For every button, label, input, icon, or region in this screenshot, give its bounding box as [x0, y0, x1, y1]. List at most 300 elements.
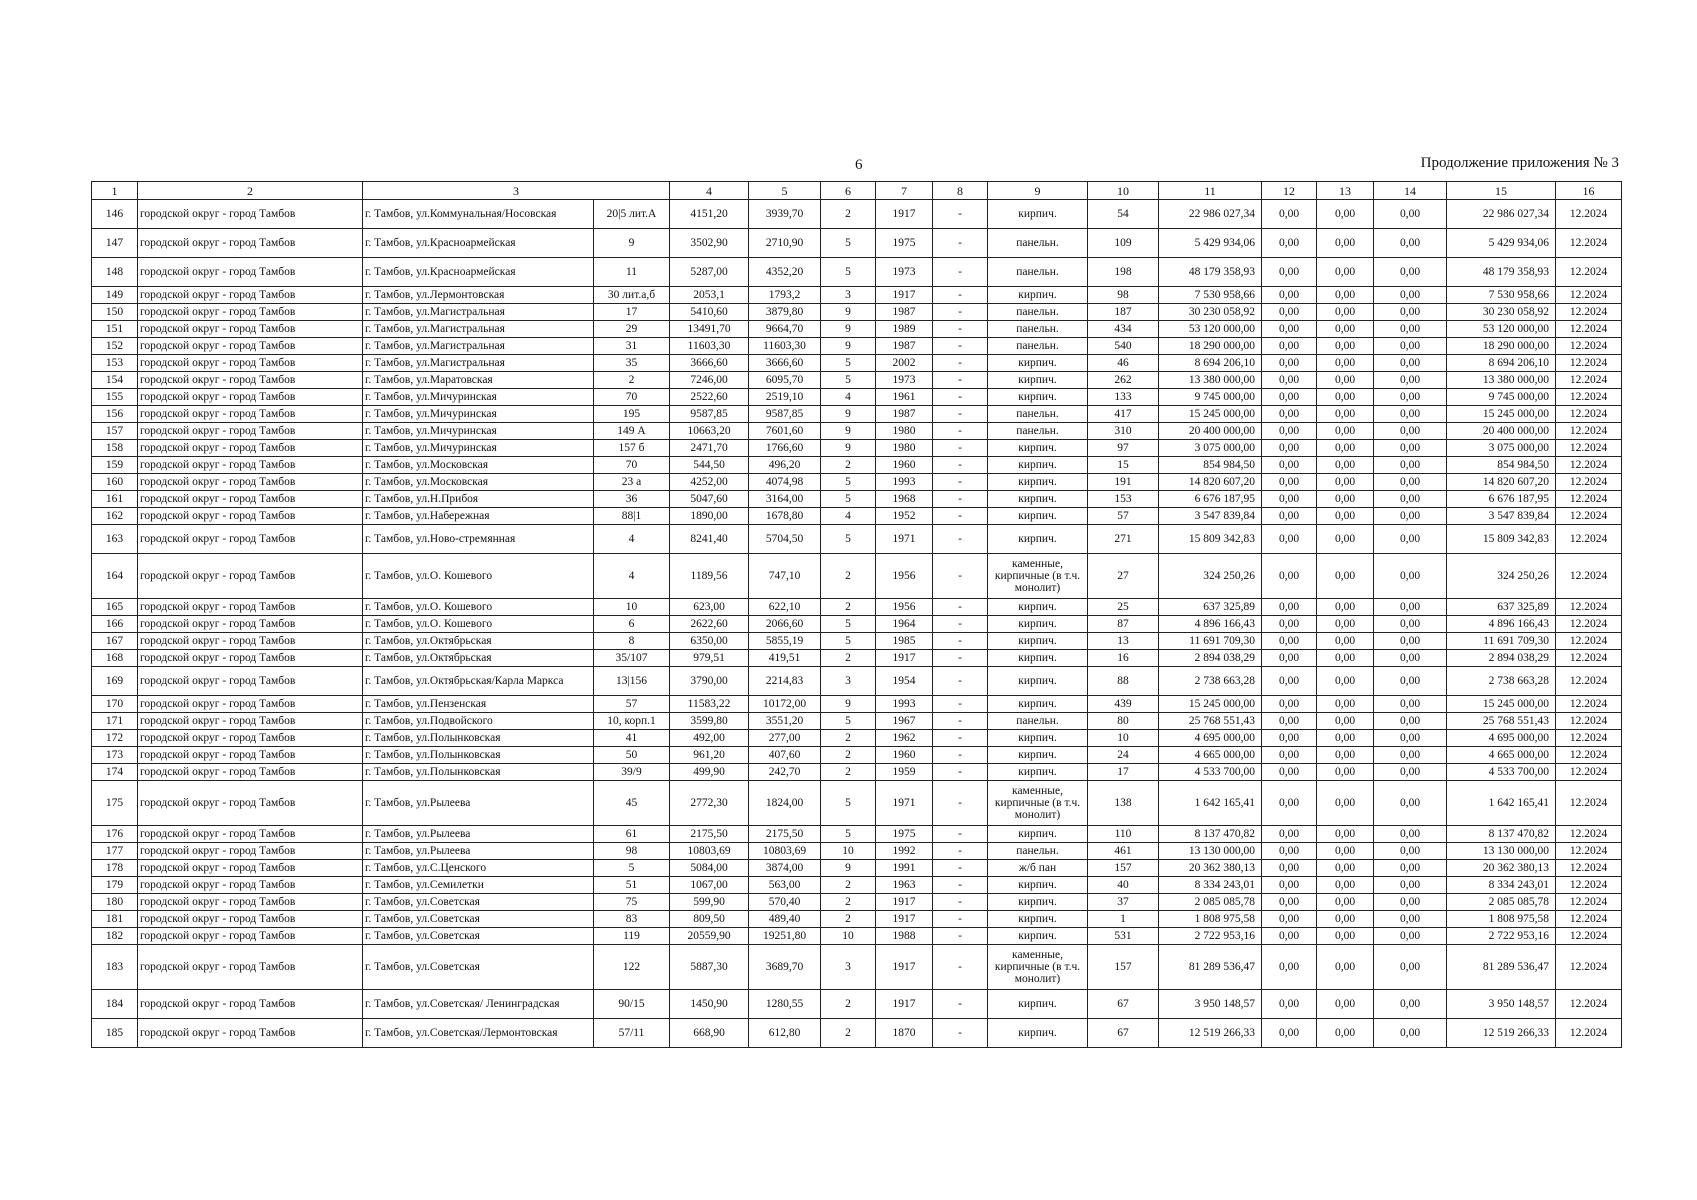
living-area-cell: 11603,30	[749, 338, 821, 355]
cost-federal-cell: 0,00	[1262, 304, 1317, 321]
page-number: 6	[855, 157, 863, 173]
living-area-cell: 1824,00	[749, 781, 821, 826]
row-number-cell: 162	[92, 508, 138, 525]
cost-regional-cell: 0,00	[1317, 474, 1374, 491]
total-area-cell: 5047,60	[670, 491, 749, 508]
cost-federal-cell: 0,00	[1262, 1019, 1317, 1048]
cost-federal-cell: 0,00	[1262, 525, 1317, 554]
wall-material-cell: кирпич.	[988, 667, 1088, 696]
house-number-cell: 70	[594, 389, 670, 406]
municipality-cell: городской округ - город Тамбов	[138, 616, 363, 633]
living-area-cell: 3666,60	[749, 355, 821, 372]
floors-cell: 9	[821, 696, 876, 713]
cost-local-cell: 0,00	[1374, 650, 1447, 667]
cost-total-cell: 15 245 000,00	[1159, 696, 1262, 713]
total-area-cell: 4151,20	[670, 200, 749, 229]
table-row	[92, 781, 1622, 826]
year-overhaul-cell: -	[933, 633, 988, 650]
row-number-cell: 173	[92, 747, 138, 764]
floors-cell: 9	[821, 304, 876, 321]
municipality-cell: городской округ - город Тамбов	[138, 911, 363, 928]
total-area-cell: 3666,60	[670, 355, 749, 372]
year-built-cell: 1992	[876, 843, 933, 860]
total-area-cell: 2053,1	[670, 287, 749, 304]
year-overhaul-cell: -	[933, 747, 988, 764]
column-header: 1	[92, 182, 138, 200]
total-area-cell: 7246,00	[670, 372, 749, 389]
address-cell: г. Тамбов, ул.Советская	[363, 928, 594, 945]
cost-local-cell: 0,00	[1374, 945, 1447, 990]
cost-local-cell: 0,00	[1374, 372, 1447, 389]
table-row	[92, 554, 1622, 599]
residents-cell: 310	[1088, 423, 1159, 440]
year-built-cell: 1917	[876, 650, 933, 667]
floors-cell: 2	[821, 747, 876, 764]
column-header: 12	[1262, 182, 1317, 200]
year-overhaul-cell: -	[933, 287, 988, 304]
residents-cell: 98	[1088, 287, 1159, 304]
living-area-cell: 747,10	[749, 554, 821, 599]
total-area-cell: 10803,69	[670, 843, 749, 860]
completion-date-cell: 12.2024	[1556, 200, 1622, 229]
year-built-cell: 1987	[876, 406, 933, 423]
floors-cell: 10	[821, 928, 876, 945]
living-area-cell: 2519,10	[749, 389, 821, 406]
row-number-cell: 148	[92, 258, 138, 287]
cost-federal-cell: 0,00	[1262, 843, 1317, 860]
cost-owners-cell: 3 075 000,00	[1447, 440, 1556, 457]
cost-total-cell: 8 334 243,01	[1159, 877, 1262, 894]
municipality-cell: городской округ - город Тамбов	[138, 229, 363, 258]
residents-cell: 67	[1088, 990, 1159, 1019]
floors-cell: 9	[821, 321, 876, 338]
cost-local-cell: 0,00	[1374, 599, 1447, 616]
row-number-cell: 167	[92, 633, 138, 650]
total-area-cell: 2175,50	[670, 826, 749, 843]
cost-federal-cell: 0,00	[1262, 730, 1317, 747]
living-area-cell: 3939,70	[749, 200, 821, 229]
cost-federal-cell: 0,00	[1262, 258, 1317, 287]
year-overhaul-cell: -	[933, 826, 988, 843]
year-overhaul-cell: -	[933, 554, 988, 599]
table-row	[92, 843, 1622, 860]
municipality-cell: городской округ - город Тамбов	[138, 287, 363, 304]
floors-cell: 2	[821, 877, 876, 894]
address-cell: г. Тамбов, ул.Мичуринская	[363, 406, 594, 423]
address-cell: г. Тамбов, ул.Московская	[363, 474, 594, 491]
column-header: 6	[821, 182, 876, 200]
total-area-cell: 1450,90	[670, 990, 749, 1019]
cost-owners-cell: 324 250,26	[1447, 554, 1556, 599]
completion-date-cell: 12.2024	[1556, 860, 1622, 877]
residents-cell: 87	[1088, 616, 1159, 633]
cost-local-cell: 0,00	[1374, 338, 1447, 355]
year-built-cell: 1975	[876, 826, 933, 843]
year-built-cell: 1985	[876, 633, 933, 650]
year-overhaul-cell: -	[933, 491, 988, 508]
year-built-cell: 1973	[876, 372, 933, 389]
municipality-cell: городской округ - город Тамбов	[138, 894, 363, 911]
cost-local-cell: 0,00	[1374, 491, 1447, 508]
table-row	[92, 667, 1622, 696]
address-cell: г. Тамбов, ул.Подвойского	[363, 713, 594, 730]
living-area-cell: 5855,19	[749, 633, 821, 650]
total-area-cell: 10663,20	[670, 423, 749, 440]
cost-owners-cell: 18 290 000,00	[1447, 338, 1556, 355]
page-heading: Продолжение приложения № 3	[1420, 155, 1619, 171]
total-area-cell: 20559,90	[670, 928, 749, 945]
cost-federal-cell: 0,00	[1262, 667, 1317, 696]
living-area-cell: 3874,00	[749, 860, 821, 877]
table-row	[92, 423, 1622, 440]
wall-material-cell: кирпич.	[988, 474, 1088, 491]
cost-total-cell: 8 694 206,10	[1159, 355, 1262, 372]
floors-cell: 5	[821, 616, 876, 633]
wall-material-cell: кирпич.	[988, 508, 1088, 525]
cost-owners-cell: 5 429 934,06	[1447, 229, 1556, 258]
residents-cell: 187	[1088, 304, 1159, 321]
row-number-cell: 149	[92, 287, 138, 304]
municipality-cell: городской округ - город Тамбов	[138, 696, 363, 713]
cost-total-cell: 20 400 000,00	[1159, 423, 1262, 440]
living-area-cell: 242,70	[749, 764, 821, 781]
column-header: 9	[988, 182, 1088, 200]
residents-cell: 16	[1088, 650, 1159, 667]
wall-material-cell: кирпич.	[988, 650, 1088, 667]
wall-material-cell: кирпич.	[988, 599, 1088, 616]
row-number-cell: 146	[92, 200, 138, 229]
municipality-cell: городской округ - город Тамбов	[138, 440, 363, 457]
cost-total-cell: 4 665 000,00	[1159, 747, 1262, 764]
completion-date-cell: 12.2024	[1556, 713, 1622, 730]
municipality-cell: городской округ - город Тамбов	[138, 258, 363, 287]
living-area-cell: 4352,20	[749, 258, 821, 287]
cost-local-cell: 0,00	[1374, 440, 1447, 457]
cost-owners-cell: 12 519 266,33	[1447, 1019, 1556, 1048]
cost-owners-cell: 9 745 000,00	[1447, 389, 1556, 406]
cost-local-cell: 0,00	[1374, 633, 1447, 650]
total-area-cell: 2471,70	[670, 440, 749, 457]
completion-date-cell: 12.2024	[1556, 508, 1622, 525]
living-area-cell: 6095,70	[749, 372, 821, 389]
cost-owners-cell: 4 665 000,00	[1447, 747, 1556, 764]
wall-material-cell: кирпич.	[988, 355, 1088, 372]
row-number-cell: 164	[92, 554, 138, 599]
row-number-cell: 151	[92, 321, 138, 338]
house-number-cell: 13|156	[594, 667, 670, 696]
municipality-cell: городской округ - город Тамбов	[138, 781, 363, 826]
living-area-cell: 4074,98	[749, 474, 821, 491]
wall-material-cell: панельн.	[988, 321, 1088, 338]
year-built-cell: 1988	[876, 928, 933, 945]
year-overhaul-cell: -	[933, 781, 988, 826]
total-area-cell: 2622,60	[670, 616, 749, 633]
cost-local-cell: 0,00	[1374, 764, 1447, 781]
residents-cell: 13	[1088, 633, 1159, 650]
living-area-cell: 19251,80	[749, 928, 821, 945]
floors-cell: 9	[821, 423, 876, 440]
residents-cell: 37	[1088, 894, 1159, 911]
table-row	[92, 406, 1622, 423]
address-cell: г. Тамбов, ул.Магистральная	[363, 355, 594, 372]
year-built-cell: 1917	[876, 911, 933, 928]
cost-local-cell: 0,00	[1374, 928, 1447, 945]
cost-local-cell: 0,00	[1374, 911, 1447, 928]
cost-total-cell: 13 380 000,00	[1159, 372, 1262, 389]
completion-date-cell: 12.2024	[1556, 554, 1622, 599]
living-area-cell: 612,80	[749, 1019, 821, 1048]
completion-date-cell: 12.2024	[1556, 229, 1622, 258]
year-overhaul-cell: -	[933, 843, 988, 860]
municipality-cell: городской округ - город Тамбов	[138, 764, 363, 781]
row-number-cell: 150	[92, 304, 138, 321]
wall-material-cell: кирпич.	[988, 491, 1088, 508]
cost-regional-cell: 0,00	[1317, 554, 1374, 599]
year-built-cell: 1991	[876, 860, 933, 877]
completion-date-cell: 12.2024	[1556, 616, 1622, 633]
table-row	[92, 730, 1622, 747]
cost-owners-cell: 4 896 166,43	[1447, 616, 1556, 633]
floors-cell: 2	[821, 730, 876, 747]
living-area-cell: 622,10	[749, 599, 821, 616]
year-built-cell: 1993	[876, 474, 933, 491]
completion-date-cell: 12.2024	[1556, 372, 1622, 389]
total-area-cell: 11603,30	[670, 338, 749, 355]
residents-cell: 17	[1088, 764, 1159, 781]
address-cell: г. Тамбов, ул.Коммунальная/Носовская	[363, 200, 594, 229]
total-area-cell: 1189,56	[670, 554, 749, 599]
address-cell: г. Тамбов, ул.С.Ценского	[363, 860, 594, 877]
cost-local-cell: 0,00	[1374, 843, 1447, 860]
total-area-cell: 623,00	[670, 599, 749, 616]
wall-material-cell: панельн.	[988, 229, 1088, 258]
cost-total-cell: 18 290 000,00	[1159, 338, 1262, 355]
total-area-cell: 9587,85	[670, 406, 749, 423]
cost-federal-cell: 0,00	[1262, 229, 1317, 258]
wall-material-cell: кирпич.	[988, 990, 1088, 1019]
cost-regional-cell: 0,00	[1317, 491, 1374, 508]
cost-owners-cell: 8 334 243,01	[1447, 877, 1556, 894]
year-built-cell: 1980	[876, 423, 933, 440]
row-number-cell: 176	[92, 826, 138, 843]
wall-material-cell: панельн.	[988, 713, 1088, 730]
cost-local-cell: 0,00	[1374, 713, 1447, 730]
row-number-cell: 177	[92, 843, 138, 860]
year-built-cell: 1962	[876, 730, 933, 747]
living-area-cell: 3551,20	[749, 713, 821, 730]
cost-federal-cell: 0,00	[1262, 877, 1317, 894]
year-built-cell: 1989	[876, 321, 933, 338]
completion-date-cell: 12.2024	[1556, 287, 1622, 304]
cost-federal-cell: 0,00	[1262, 781, 1317, 826]
year-built-cell: 1967	[876, 713, 933, 730]
table-row	[92, 633, 1622, 650]
floors-cell: 5	[821, 781, 876, 826]
year-built-cell: 1917	[876, 287, 933, 304]
living-area-cell: 3164,00	[749, 491, 821, 508]
row-number-cell: 166	[92, 616, 138, 633]
wall-material-cell: кирпич.	[988, 287, 1088, 304]
municipality-cell: городской округ - город Тамбов	[138, 667, 363, 696]
cost-local-cell: 0,00	[1374, 508, 1447, 525]
table-row	[92, 287, 1622, 304]
year-overhaul-cell: -	[933, 321, 988, 338]
row-number-cell: 163	[92, 525, 138, 554]
table-row	[92, 457, 1622, 474]
house-number-cell: 11	[594, 258, 670, 287]
cost-owners-cell: 1 808 975,58	[1447, 911, 1556, 928]
table-row	[92, 474, 1622, 491]
total-area-cell: 8241,40	[670, 525, 749, 554]
residents-cell: 88	[1088, 667, 1159, 696]
house-number-cell: 90/15	[594, 990, 670, 1019]
floors-cell: 5	[821, 474, 876, 491]
total-area-cell: 668,90	[670, 1019, 749, 1048]
house-number-cell: 10, корп.1	[594, 713, 670, 730]
cost-total-cell: 11 691 709,30	[1159, 633, 1262, 650]
municipality-cell: городской округ - город Тамбов	[138, 508, 363, 525]
completion-date-cell: 12.2024	[1556, 764, 1622, 781]
table-row	[92, 928, 1622, 945]
completion-date-cell: 12.2024	[1556, 258, 1622, 287]
house-number-cell: 119	[594, 928, 670, 945]
house-number-cell: 122	[594, 945, 670, 990]
cost-total-cell: 22 986 027,34	[1159, 200, 1262, 229]
residents-cell: 157	[1088, 860, 1159, 877]
row-number-cell: 160	[92, 474, 138, 491]
municipality-cell: городской округ - город Тамбов	[138, 525, 363, 554]
table-row	[92, 200, 1622, 229]
address-cell: г. Тамбов, ул.Октябрьская	[363, 633, 594, 650]
cost-federal-cell: 0,00	[1262, 321, 1317, 338]
residents-cell: 157	[1088, 945, 1159, 990]
column-header: 10	[1088, 182, 1159, 200]
year-built-cell: 1971	[876, 525, 933, 554]
year-built-cell: 1960	[876, 747, 933, 764]
completion-date-cell: 12.2024	[1556, 826, 1622, 843]
living-area-cell: 2710,90	[749, 229, 821, 258]
living-area-cell: 2175,50	[749, 826, 821, 843]
year-built-cell: 1964	[876, 616, 933, 633]
table-row	[92, 650, 1622, 667]
cost-owners-cell: 8 137 470,82	[1447, 826, 1556, 843]
cost-federal-cell: 0,00	[1262, 406, 1317, 423]
year-built-cell: 1968	[876, 491, 933, 508]
house-number-cell: 149 А	[594, 423, 670, 440]
municipality-cell: городской округ - город Тамбов	[138, 321, 363, 338]
house-number-cell: 75	[594, 894, 670, 911]
municipality-cell: городской округ - город Тамбов	[138, 200, 363, 229]
total-area-cell: 544,50	[670, 457, 749, 474]
municipality-cell: городской округ - город Тамбов	[138, 860, 363, 877]
address-cell: г. Тамбов, ул.Советская	[363, 894, 594, 911]
year-overhaul-cell: -	[933, 894, 988, 911]
total-area-cell: 4252,00	[670, 474, 749, 491]
municipality-cell: городской округ - город Тамбов	[138, 599, 363, 616]
year-overhaul-cell: -	[933, 730, 988, 747]
year-overhaul-cell: -	[933, 667, 988, 696]
table-row	[92, 1019, 1622, 1048]
cost-total-cell: 637 325,89	[1159, 599, 1262, 616]
floors-cell: 5	[821, 713, 876, 730]
cost-federal-cell: 0,00	[1262, 911, 1317, 928]
cost-regional-cell: 0,00	[1317, 457, 1374, 474]
house-number-cell: 70	[594, 457, 670, 474]
cost-regional-cell: 0,00	[1317, 764, 1374, 781]
year-overhaul-cell: -	[933, 945, 988, 990]
cost-total-cell: 324 250,26	[1159, 554, 1262, 599]
house-number-cell: 30 лит.а,б	[594, 287, 670, 304]
municipality-cell: городской округ - город Тамбов	[138, 554, 363, 599]
house-number-cell: 83	[594, 911, 670, 928]
municipality-cell: городской округ - город Тамбов	[138, 474, 363, 491]
wall-material-cell: кирпич.	[988, 440, 1088, 457]
wall-material-cell: кирпич.	[988, 372, 1088, 389]
table-row	[92, 338, 1622, 355]
total-area-cell: 979,51	[670, 650, 749, 667]
year-built-cell: 1971	[876, 781, 933, 826]
address-cell: г. Тамбов, ул.Пензенская	[363, 696, 594, 713]
living-area-cell: 1678,80	[749, 508, 821, 525]
living-area-cell: 7601,60	[749, 423, 821, 440]
column-header: 14	[1374, 182, 1447, 200]
wall-material-cell: кирпич.	[988, 877, 1088, 894]
completion-date-cell: 12.2024	[1556, 928, 1622, 945]
table-row	[92, 945, 1622, 990]
address-cell: г. Тамбов, ул.Рылеева	[363, 826, 594, 843]
address-cell: г. Тамбов, ул.Московская	[363, 457, 594, 474]
cost-federal-cell: 0,00	[1262, 440, 1317, 457]
residents-cell: 461	[1088, 843, 1159, 860]
table-row	[92, 491, 1622, 508]
wall-material-cell: панельн.	[988, 423, 1088, 440]
year-overhaul-cell: -	[933, 990, 988, 1019]
house-number-cell: 9	[594, 229, 670, 258]
address-cell: г. Тамбов, ул.О. Кошевого	[363, 554, 594, 599]
table-row	[92, 304, 1622, 321]
floors-cell: 2	[821, 650, 876, 667]
address-cell: г. Тамбов, ул.Магистральная	[363, 321, 594, 338]
cost-local-cell: 0,00	[1374, 304, 1447, 321]
year-overhaul-cell: -	[933, 474, 988, 491]
house-number-cell: 29	[594, 321, 670, 338]
cost-total-cell: 53 120 000,00	[1159, 321, 1262, 338]
cost-regional-cell: 0,00	[1317, 372, 1374, 389]
completion-date-cell: 12.2024	[1556, 440, 1622, 457]
cost-regional-cell: 0,00	[1317, 258, 1374, 287]
cost-local-cell: 0,00	[1374, 860, 1447, 877]
year-built-cell: 1987	[876, 338, 933, 355]
cost-total-cell: 2 738 663,28	[1159, 667, 1262, 696]
completion-date-cell: 12.2024	[1556, 911, 1622, 928]
municipality-cell: городской округ - город Тамбов	[138, 389, 363, 406]
municipality-cell: городской округ - город Тамбов	[138, 650, 363, 667]
living-area-cell: 489,40	[749, 911, 821, 928]
header-row	[92, 182, 1622, 200]
cost-total-cell: 15 809 342,83	[1159, 525, 1262, 554]
cost-owners-cell: 30 230 058,92	[1447, 304, 1556, 321]
year-overhaul-cell: -	[933, 355, 988, 372]
address-cell: г. Тамбов, ул.Ново-стремянная	[363, 525, 594, 554]
residents-cell: 15	[1088, 457, 1159, 474]
cost-owners-cell: 2 894 038,29	[1447, 650, 1556, 667]
completion-date-cell: 12.2024	[1556, 406, 1622, 423]
floors-cell: 2	[821, 990, 876, 1019]
living-area-cell: 570,40	[749, 894, 821, 911]
table-row	[92, 990, 1622, 1019]
row-number-cell: 169	[92, 667, 138, 696]
row-number-cell: 182	[92, 928, 138, 945]
